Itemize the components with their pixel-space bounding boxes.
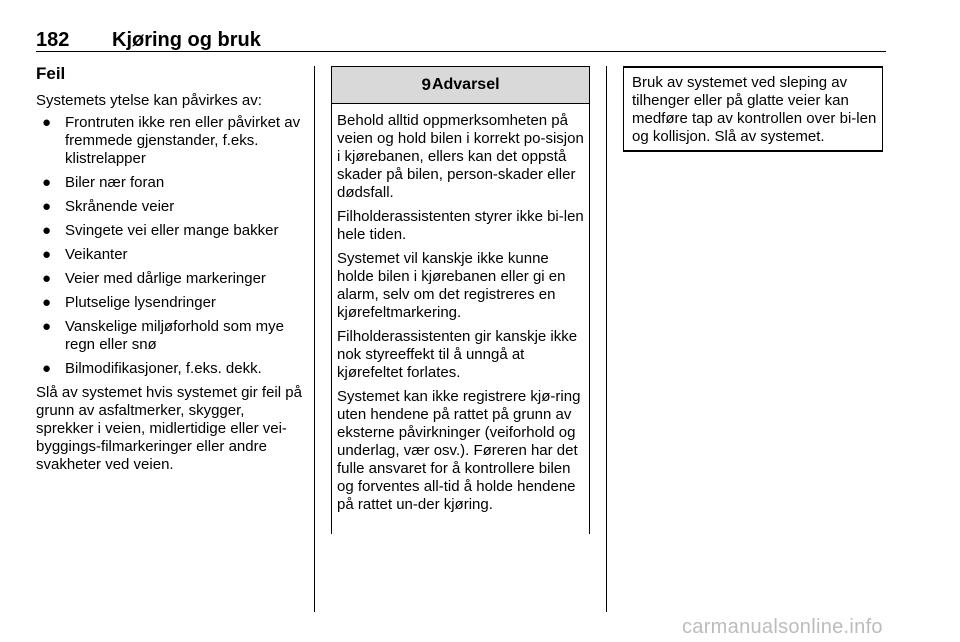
closing-text: Slå av systemet hvis systemet gir feil på grunn av asfaltmerker, skygger, sprekker i veien, midlertidige eller vei-byggings-filmarkeringer eller andre svakheter ved veien. <box>36 384 302 473</box>
list-item: ● Bilmodifikasjoner, f.eks. dekk. <box>42 360 262 377</box>
list-item: ● Veikanter <box>42 246 128 263</box>
list-item: ● Plutselige lysendringer <box>42 294 216 311</box>
warning-title: Advarsel <box>431 76 500 93</box>
warning-border-left <box>331 104 332 534</box>
warning-box <box>331 66 590 534</box>
bullet-icon: ● <box>42 174 52 191</box>
list-item: ● Biler nær foran <box>42 174 165 191</box>
warning-paragraph: Systemet vil kanskje ikke kunne holde bilen i kjørebanen eller gi en alarm, selv om det registreres en kjørefeltmarkering. <box>337 250 566 321</box>
section-heading: Feil <box>36 64 66 83</box>
column-divider <box>314 66 315 612</box>
list-item: ● Vanskelige miljøforhold som mye regn eller snø <box>42 318 284 353</box>
bullet-icon: ● <box>42 222 52 239</box>
warning-header <box>331 66 590 104</box>
note-text: Bruk av systemet ved sleping av tilhenger eller på glatte veier kan medføre tap av kontrollen over bi-len og kollisjon. Slå av systemet. <box>632 74 877 145</box>
bullet-list <box>36 114 302 378</box>
bullet-icon: ● <box>42 318 52 335</box>
bullet-icon: ● <box>42 270 52 287</box>
bullet-icon: ● <box>42 246 52 263</box>
list-item: ● Veier med dårlige markeringer <box>42 270 266 287</box>
page-title: Kjøring og bruk <box>112 29 261 51</box>
bullet-icon: ● <box>42 360 52 377</box>
warning-paragraph: Behold alltid oppmerksomheten på veien og hold bilen i korrekt po-sisjon i kjørebanen, ellers kan det oppstå skader på bilen, person-skader eller dødsfall. <box>337 112 584 201</box>
warning-paragraph: Systemet kan ikke registrere kjø-ring uten hendene på rattet på grunn av eksterne påvirkninger (veiforhold og underlag, vær osv.). Føreren har det fulle ansvaret for å kontrollere bilen og forventes all-tid å holde hendene på rattet un-der kjøring. <box>337 388 581 513</box>
note-box <box>623 66 883 152</box>
warning-paragraph: Filholderassistenten gir kanskje ikke nok styreeffekt til å unngå at kjørefeltet forlates. <box>337 328 578 381</box>
watermark: carmanualsonline.info <box>682 616 883 638</box>
warning-border-right <box>589 104 590 534</box>
warning-icon: 9 <box>421 75 431 94</box>
list-item: ● Svingete vei eller mange bakker <box>42 222 279 239</box>
warning-body <box>337 112 587 520</box>
list-item: ● Frontruten ikke ren eller påvirket av fremmede gjenstander, f.eks. klistrelapper <box>42 114 301 167</box>
column-left <box>36 64 302 474</box>
warning-paragraph: Filholderassistenten styrer ikke bi-len hele tiden. <box>337 208 584 243</box>
intro-text: Systemets ytelse kan påvirkes av: <box>36 92 262 109</box>
page-number: 182 <box>36 29 70 51</box>
list-item: ● Skrånende veier <box>42 198 175 215</box>
header-rule <box>36 51 886 52</box>
column-divider <box>606 66 607 612</box>
bullet-icon: ● <box>42 198 52 215</box>
bullet-icon: ● <box>42 294 52 311</box>
bullet-icon: ● <box>42 114 52 131</box>
